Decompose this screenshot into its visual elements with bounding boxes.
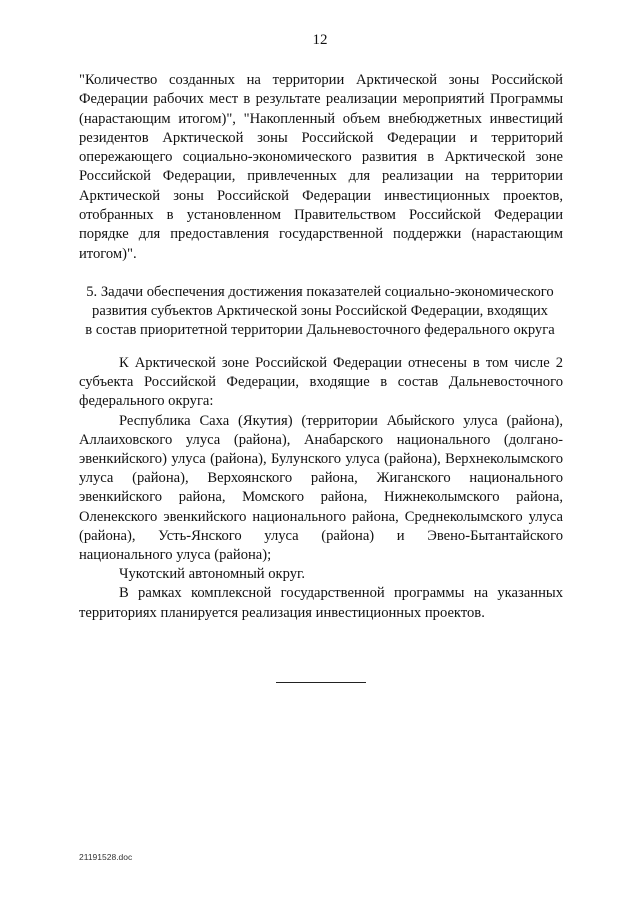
- section-heading-line: в состав приоритетной территории Дальневосточного федерального округа: [85, 322, 555, 338]
- page-number: 12: [312, 32, 328, 48]
- body-paragraph: Республика Саха (Якутия) (территории Абыйского улуса (района), Аллаиховского улуса (района), Анабарского национального (долгано-эвенкийского) улуса (района), Булунского улуса (района), Верхнеколымского улуса (района), Верхоянского района, Жиганского национального эвенкийского района, Момского района, Нижнеколымского района, Оленекского эвенкийского национального района, Среднеколымского улуса (района), Усть-Янского улуса (района) и Эвено-Бытантайского национального улуса (района);: [79, 412, 563, 564]
- section-body: [79, 354, 563, 623]
- body-paragraph: Чукотский автономный округ.: [119, 566, 306, 583]
- intro-paragraph: "Количество созданных на территории Арктической зоны Российской Федерации рабочих мест в результате реализации мероприятий Программы (нарастающим итогом)", "Накопленный объем внебюджетных инвестиций резидентов Арктической зоны Российской Федерации и территорий опережающего социально-экономического развития в Арктической зоне Российской Федерации, привлеченных для реализации на территории Арктической зоны Российской Федерации инвестиционных проектов, отобранных в установленном Правительством Российской Федерации порядке для предоставления государственной поддержки (нарастающим итогом)".: [79, 72, 563, 262]
- document-code: 21191528.doc: [79, 852, 133, 862]
- section-heading-line: 5. Задачи обеспечения достижения показателей социально-экономического: [86, 284, 554, 300]
- section-heading-line: развития субъектов Арктической зоны Российской Федерации, входящих: [92, 303, 548, 319]
- section-heading: [60, 283, 580, 340]
- body-paragraph: В рамках комплексной государственной программы на указанных территориях планируется реализация инвестиционных проектов.: [79, 585, 563, 621]
- end-divider: [276, 682, 366, 683]
- body-paragraph: К Арктической зоне Российской Федерации отнесены в том числе 2 субъекта Российской Федерации, входящие в состав Дальневосточного федерального округа:: [79, 355, 563, 410]
